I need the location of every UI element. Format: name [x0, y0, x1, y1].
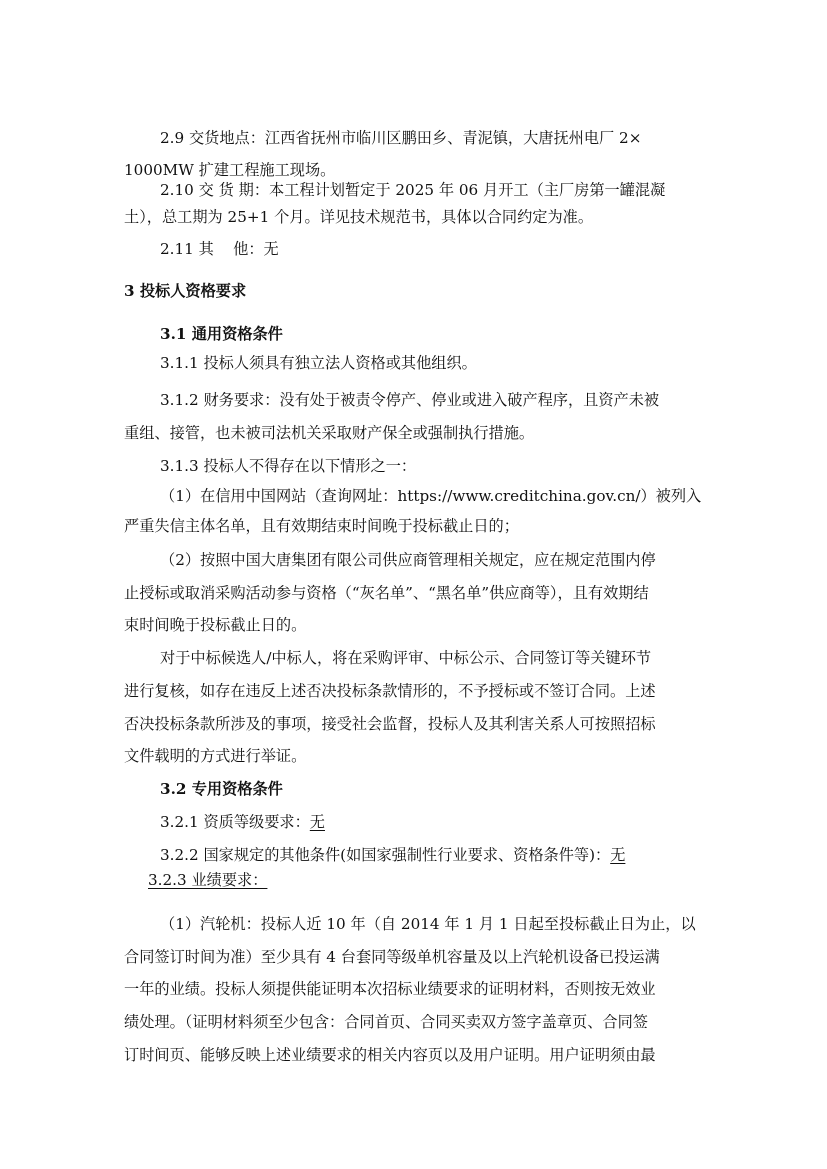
- clause-2-9-line-1: 2.9 交货地点：江西省抚州市临川区鹏田乡、青泥镇，大唐抚州电厂 2×: [160, 129, 642, 147]
- review-paragraph-line-2: 进行复核，如存在违反上述否决投标条款情形的，不予授标或不签订合同。上述: [124, 682, 656, 700]
- clause-3-2-2: [160, 845, 625, 865]
- turbine-requirement-line-3: 一年的业绩。投标人须提供能证明本次招标业绩要求的证明材料，否则按无效业: [124, 980, 656, 998]
- section-3-2-heading: 3.2 专用资格条件: [160, 780, 283, 798]
- clause-2-9-line-2: 1000MW 扩建工程施工现场。: [124, 161, 336, 179]
- clause-3-2-2-label: 3.2.2 国家规定的其他条件(如国家强制性行业要求、资格条件等)：: [160, 846, 611, 864]
- section-3-1-heading: 3.1 通用资格条件: [160, 325, 283, 343]
- clause-3-2-3: 3.2.3 业绩要求：: [148, 871, 268, 889]
- review-paragraph-line-3: 否决投标条款所涉及的事项，接受社会监督，投标人及其利害关系人可按照招标: [124, 715, 656, 733]
- clause-3-1-2-line-2: 重组、接管，也未被司法机关采取财产保全或强制执行措施。: [124, 424, 535, 442]
- review-paragraph-line-1: 对于中标候选人/中标人，将在采购评审、中标公示、合同签订等关键环节: [160, 649, 652, 667]
- clause-2-10-line-1: 2.10 交 货 期：本工程计划暂定于 2025 年 06 月开工（主厂房第一罐混凝: [160, 181, 666, 199]
- turbine-requirement-line-5: 订时间页、能够反映上述业绩要求的相关内容页以及用户证明。用户证明须由最: [124, 1046, 656, 1064]
- item-1-line-2: 严重失信主体名单，且有效期结束时间晚于投标截止日的；: [124, 517, 519, 535]
- clause-3-2-1: [160, 812, 325, 832]
- turbine-requirement-line-1: （1）汽轮机：投标人近 10 年（自 2014 年 1 月 1 日起至投标截止日为止，以: [160, 915, 696, 933]
- turbine-requirement-line-4: 绩处理。（证明材料须至少包含：合同首页、合同买卖双方签字盖章页、合同签: [124, 1013, 648, 1031]
- clause-3-1-3: 3.1.3 投标人不得存在以下情形之一：: [160, 457, 417, 475]
- review-paragraph-line-4: 文件载明的方式进行举证。: [124, 747, 307, 765]
- section-3-heading: 3 投标人资格要求: [124, 282, 247, 300]
- clause-2-10-line-2: 土），总工期为 25+1 个月。详见技术规范书，具体以合同约定为准。: [124, 208, 594, 226]
- item-1-line-1: （1）在信用中国网站（查询网址：https://www.creditchina.gov.cn/）被列入: [160, 487, 702, 505]
- item-2-line-2: 止授标或取消采购活动参与资格（“灰名单”、“黑名单”供应商等），且有效期结: [124, 584, 649, 602]
- item-2-line-3: 束时间晚于投标截止日的。: [124, 616, 307, 634]
- clause-3-2-1-value: 无: [309, 813, 325, 831]
- clause-3-1-2-line-1: 3.1.2 财务要求：没有处于被责令停产、停业或进入破产程序，且资产未被: [160, 391, 660, 409]
- item-2-line-1: （2）按照中国大唐集团有限公司供应商管理相关规定，应在规定范围内停: [160, 551, 656, 569]
- clause-3-2-1-label: 3.2.1 资质等级要求：: [160, 813, 310, 831]
- clause-3-2-2-value: 无: [610, 846, 626, 864]
- clause-3-1-1: 3.1.1 投标人须具有独立法人资格或其他组织。: [160, 354, 477, 372]
- clause-2-11: 2.11 其 他：无: [160, 240, 279, 258]
- turbine-requirement-line-2: 合同签订时间为准）至少具有 4 台套同等级单机容量及以上汽轮机设备已投运满: [124, 948, 660, 966]
